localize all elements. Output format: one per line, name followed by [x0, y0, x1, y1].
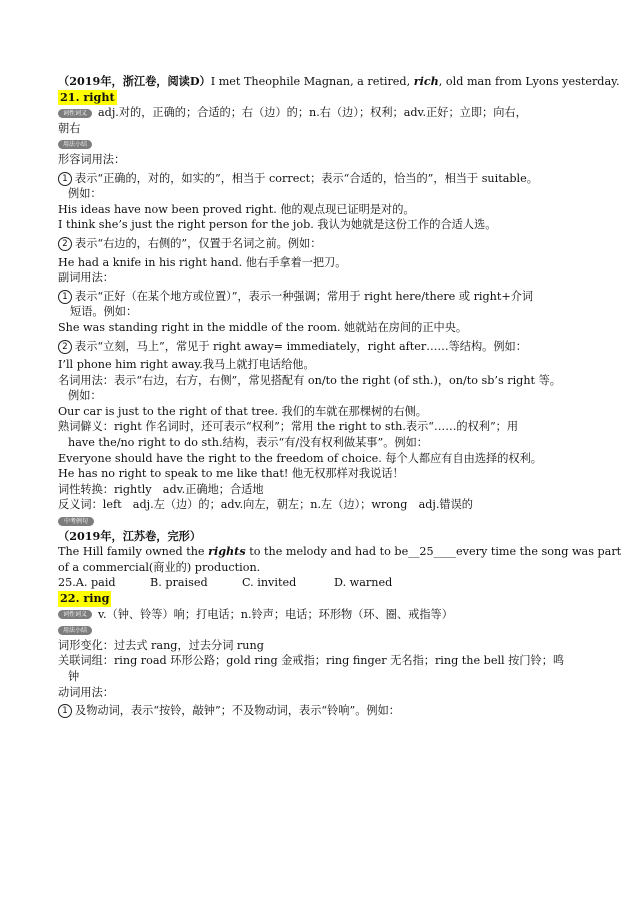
rare-meaning-cont: have the/no right to do sth.结构，表示“有/没有权利做某事”。例如： — [68, 436, 428, 450]
adv-usage-title: 副词用法： — [58, 271, 114, 285]
example-sentence: He has no right to speak to me like that! 他无权那样对我说话！ — [58, 467, 404, 481]
usage-tag-icon: 用法小结 — [58, 626, 92, 635]
example-label: 例如： — [68, 187, 102, 201]
usage-text: 表示“正好（在某个地方或位置）”，表示一种强调；常用于 right here/there 或 right+介词 — [75, 289, 534, 303]
emphasized-word: rich — [413, 74, 439, 88]
sentence-part: to the melody and had to be — [245, 545, 409, 559]
word-heading-ring — [58, 591, 590, 607]
option-a: 25.A. paid — [58, 576, 116, 590]
cloze-sentence-cont: of a commercial(商业的) production. — [58, 560, 261, 574]
usage-text: 表示“正确的，对的，如实的”，相当于 correct；表示“合适的，恰当的”，相当于 suitable。 — [75, 171, 538, 185]
sentence-part: The Hill family owned the — [58, 545, 209, 559]
meaning-tag-icon: 词性词义 — [58, 610, 92, 619]
word-conversion: 词性转换：rightly adv.正确地；合适地 — [58, 482, 264, 496]
sentence-part: every time the song was part — [456, 545, 622, 559]
source-line-jiangsu: （2019年，江苏卷，完形） — [58, 528, 202, 543]
adj-usage-2 — [58, 236, 590, 252]
sentence-part: , old man from Lyons yesterday. — [438, 75, 620, 88]
meaning-tag-icon: 词性词义 — [58, 109, 92, 118]
example-sentence: Our car is just to the right of that tree. 我们的车就在那棵树的右侧。 — [58, 404, 427, 418]
circled-number-icon: 2 — [58, 237, 72, 251]
source-label: （2019年，浙江卷，阅读D） — [58, 74, 211, 88]
adj-usage-1 — [58, 171, 590, 187]
source-line-zhejiang — [58, 74, 620, 90]
meaning-line — [58, 607, 590, 623]
verb-usage-1 — [58, 703, 590, 719]
verb-usage-title: 动词用法： — [58, 685, 114, 699]
rare-meaning: 熟词僻义：right 作名词时，还可表示“权利”；常用 the right to sth.表示“……的权利”；用 — [58, 420, 519, 434]
related-phrases: 关联词组：ring road 环形公路；gold ring 金戒指；ring finger 无名指；ring the bell 按门铃；鸣 — [58, 654, 565, 668]
answer-options — [58, 575, 590, 591]
example-sentence: Everyone should have the right to the freedom of choice. 每个人都应有自由选择的权利。 — [58, 451, 542, 465]
adv-usage-2 — [58, 339, 590, 355]
meaning-line — [58, 105, 590, 121]
circled-number-icon: 1 — [58, 290, 72, 304]
cloze-blank: __25____ — [408, 545, 457, 559]
adj-usage-title: 形容词用法： — [58, 152, 126, 166]
exam-tag-line — [58, 513, 590, 529]
meaning-text: v.（钟、铃等）响；打电话；n.铃声；电话；环形物（环、圈、戒指等） — [98, 607, 453, 621]
antonyms: 反义词：left adj.左（边）的；adv.向左，朝左；n.左（边）；wrong adj.错误的 — [58, 498, 473, 512]
usage-text: 表示“立刻，马上”，常见于 right away= immediately，right after……等结构。例如： — [75, 339, 527, 353]
option-c: C. invited — [242, 576, 297, 590]
emphasized-word: rights — [208, 544, 246, 559]
usage-text: 及物动词，表示“按铃，敲钟”；不及物动词，表示“铃响”。例如： — [75, 704, 400, 718]
example-sentence: I’ll phone him right away.我马上就打电话给他。 — [58, 358, 315, 372]
usage-tag-line — [58, 136, 590, 152]
meaning-text: adj.对的，正确的；合适的；右（边）的；n.右（边）；权利；adv.正好；立即；向右， — [98, 106, 527, 120]
example-sentence: He had a knife in his right hand. 他右手拿着一把刀。 — [58, 255, 347, 269]
document-page — [58, 74, 622, 719]
word-forms: 词形变化：过去式 rang，过去分词 rung — [58, 638, 264, 652]
noun-usage: 名词用法：表示“右边，右方，右侧”，常见搭配有 on/to the right (of sth.)，on/to sb’s right 等。 — [58, 373, 561, 387]
example-sentence: She was standing right in the middle of the room. 她就站在房间的正中央。 — [58, 320, 468, 334]
circled-number-icon: 2 — [58, 340, 72, 354]
usage-text: 表示“右边的，右侧的”，仅置于名词之前。例如： — [75, 236, 322, 250]
exam-tag-icon: 中考例句 — [58, 517, 94, 526]
word-heading: 21. right — [60, 89, 115, 104]
usage-tag-icon: 用法小结 — [58, 140, 92, 149]
example-sentence: His ideas have now been proved right. 他的观点现已证明是对的。 — [58, 202, 415, 216]
meaning-line-cont: 朝右 — [58, 121, 81, 135]
option-d: D. warned — [334, 576, 393, 590]
adv-usage-1 — [58, 289, 590, 305]
related-phrases-cont: 钟 — [68, 669, 80, 683]
usage-tag-line — [58, 622, 590, 638]
word-heading-right — [58, 90, 590, 106]
circled-number-icon: 1 — [58, 704, 72, 718]
example-label: 例如： — [68, 389, 102, 403]
cloze-sentence — [58, 544, 622, 560]
sentence-part: I met Theophile Magnan, a retired, — [210, 75, 414, 88]
word-heading: 22. ring — [60, 591, 110, 605]
example-sentence: I think she’s just the right person for the job. 我认为她就是这份工作的合适人选。 — [58, 218, 497, 232]
usage-text-cont: 短语。例如： — [70, 305, 138, 319]
option-b: B. praised — [150, 576, 208, 590]
circled-number-icon: 1 — [58, 172, 72, 186]
